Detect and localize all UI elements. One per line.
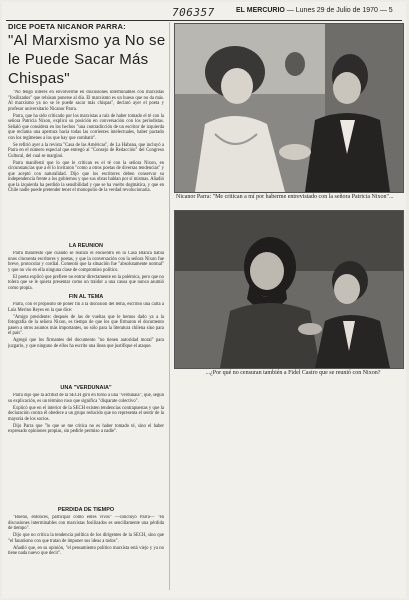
paragraph: Añadió que, en su opinión, "el pensamiento político marxista está viejo y ya no tiene nada nuevo que decir". — [8, 545, 164, 556]
subhead-perdida-de-tiempo: PERDIDA DE TIEMPO — [57, 507, 115, 513]
article-kicker: DICE POETA NICANOR PARRA: — [8, 22, 126, 31]
paragraph: Parra manifestó que lo que le critican es el té con la señora Nixon, en circunstancias que a él lo invitaron "como a otros poetas de diversas tendencias" y que aceptó con naturalidad. Dijo que los escritores deben conservar su independencia frente a los gobiernos y que sus obras hablan por sí mismas. Añadió que la izquierda ha perdido la sensibilidad y que se ha vuelto dogmática, y que en Chile nadie puede pretender tener el monopolio de la verdad revolucionaria. — [8, 160, 164, 193]
column-divider — [169, 22, 170, 590]
article-body-part-3 — [8, 302, 164, 384]
paragraph: "Amigo presidente: después de las de vueltas que le hemos dado ya a la fotografía de la señora Nixon, es tiempo de que los que firmaron el documento pasen a otros asuntos más importantes, no sólo para la literatura chilena sino para el país". — [8, 314, 164, 336]
paragraph: Parra manifestó que cuando se realizó el encuentro en la Casa Blanca había unos cincuenta escritores y poetas, y que la conversación con la señora Nixon fue breve, protocolar y cordial. Comentó que la situación fue "absolutamente normal" y que no vio en ella ninguna clase de compromiso político. — [8, 251, 164, 273]
paragraph: Agregó que los firmantes del documento "no tienen autoridad moral" para juzgarlo, y que ninguno de ellos ha escrito una línea que justifique el ataque. — [8, 338, 164, 349]
newspaper-page — [2, 2, 406, 598]
masthead — [236, 7, 406, 14]
archive-number: 706357 — [172, 6, 215, 19]
paragraph: El poeta explicó que prefiere no entrar directamente en la polémica, pero que no tolera que se le quiera presentar como un traidor a una causa que nunca asumió como propia. — [8, 274, 164, 291]
subhead-verdunaia: UNA "VERDUNAIA" — [60, 385, 112, 391]
article-headline: "Al Marxismo ya No se le Puede Sacar Más Chispas" — [8, 32, 166, 87]
article-body-part-1 — [8, 90, 164, 242]
paragraph: "Bueno, entonces, participar como entes vivos" —concluyó Parra— "en discusiones interminables con marxistas fosilizados es sencillamente una pérdida de tiempo". — [8, 515, 164, 531]
page-ref: 5 — [388, 7, 393, 14]
paragraph: Dijo que no critica la tendencia política de los dirigentes de la SECH, sino que "el fanatismo con que tratan de imponer sus ideas a todos". — [8, 533, 164, 544]
article-body-part-2 — [8, 251, 164, 293]
paper-name: EL MERCURIO — [236, 7, 285, 14]
article-body-part-5 — [8, 515, 164, 593]
paragraph: Dijo Parra que "lo que se me critica no es haber tomado té, sino el haber expresado opiniones propias, sin pedirle permiso a nadie". — [8, 423, 164, 434]
article-body-part-4 — [8, 393, 164, 505]
paragraph: Parra, que ha sido criticado por los marxistas a raíz de haber tomado el té con la señora Patricia Nixon, explicó su posición en conversación con los periodistas. Señaló que considera en los hechos "una contradicción de un escritor de izquierda que reclama una apertura hacia todas las corrientes intelectuales, haber pactado con los regímenes a los que hay que combatir". — [8, 113, 164, 141]
subhead-fin-al-tema: FIN AL TEMA — [68, 294, 104, 300]
paragraph: Parra, con el propósito de poner fin a la discusión del tema, escribió una carta a Luis Merino Reyes en la que dice: — [8, 302, 164, 313]
paragraph: Explicó que en el interior de la SECH existen tendencias contrapuestas y que la declaración contra él obedece a un grupo reducido que no representa el sentir de la mayoría de los socios. — [8, 405, 164, 422]
header-rule — [6, 20, 402, 21]
photo-parra-nixon — [174, 23, 404, 193]
caption-bottom-photo: ...¿Por qué no censuran también a Fidel Castro que se reunió con Nixon? — [205, 370, 381, 376]
paragraph: "No tengo interés en envolverme en discusiones interminables con marxistas "fosilizados" que rehúsan ponerse al día. El marxismo es un hueso que no da más. Al marxismo ya no se le puede sacar más chispas", declaró ayer el poeta y profesor universitario Nicanor Parra. — [8, 90, 164, 112]
photo-castro — [174, 210, 404, 369]
paragraph: Se refirió ayer a la revista "Casa de las Américas", de La Habana, que incluyó a Parra en el número especial que entregó al "Consejo de Redacción" del Congreso Cultural, del cual se marginó. — [8, 142, 164, 159]
caption-top-photo: Nicanor Parra: "Me critican a mí por haberme entrevistado con la señora Patricia Nixon"... — [176, 194, 394, 200]
subhead-la-reunion: LA REUNION — [68, 243, 104, 249]
paragraph: Parra dijo que la actitud de la SECH giró en torno a una "verdunaia", que, según su explicación, es un término ruso que significa "disparate colectivo". — [8, 393, 164, 404]
issue-date: — Lunes 29 de Julio de 1970 — — [286, 7, 387, 14]
